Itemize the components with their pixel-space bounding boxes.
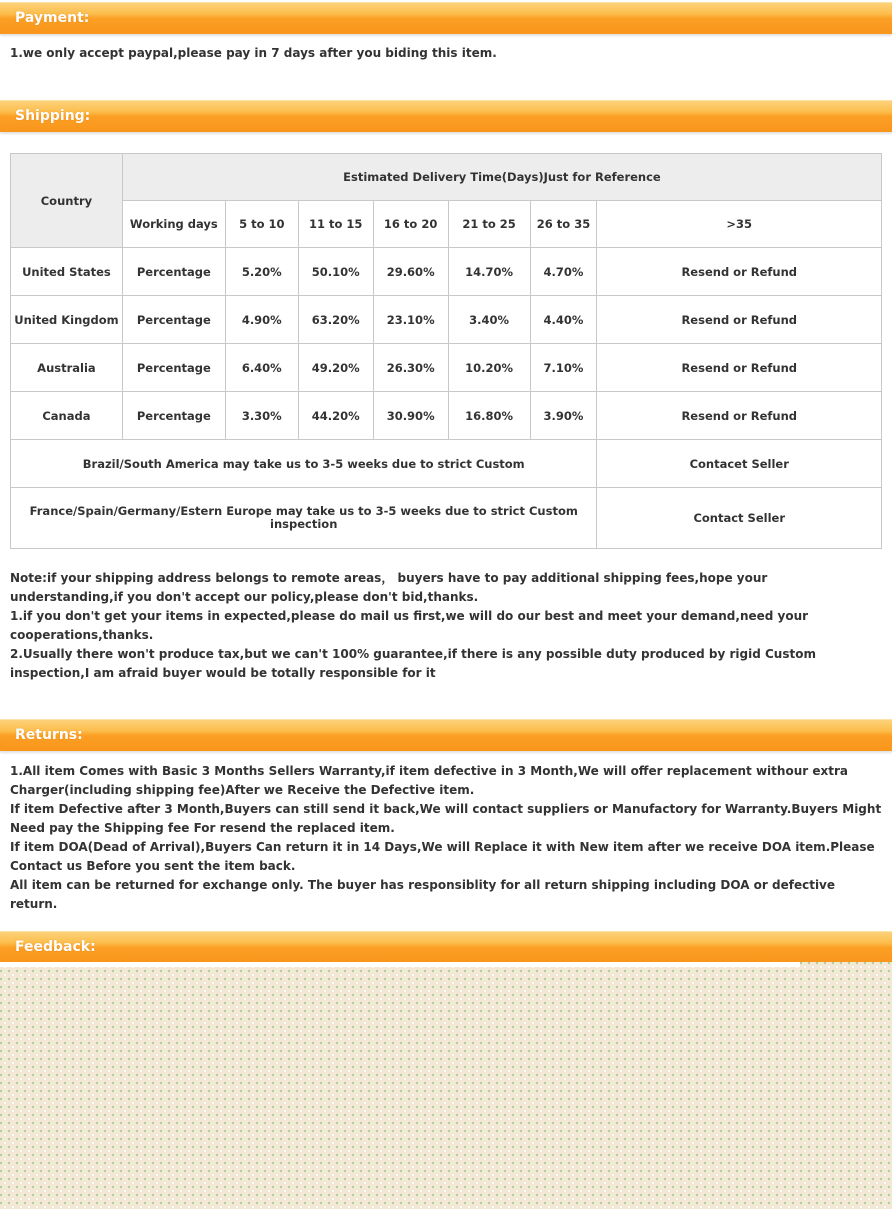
table-row: [11, 296, 882, 344]
value-cell: 49.20%: [298, 344, 373, 392]
value-cell: 4.70%: [530, 248, 597, 296]
payment-paragraph: 1.we only accept paypal,please pay in 7 days after you biding this item.: [10, 46, 497, 60]
shipping-title: Shipping:: [15, 108, 91, 124]
shipping-table: [10, 153, 882, 549]
value-cell: 26.30%: [373, 344, 448, 392]
feedback-section-header: [0, 931, 892, 963]
shipping-note: 1.if you don't get your items in expected,please do mail us first,we will do our best and meet your demand,need your cooperations,thanks.: [10, 609, 809, 642]
table-row: [11, 392, 882, 440]
payment-title: Payment:: [15, 10, 90, 26]
value-cell: 29.60%: [373, 248, 448, 296]
value-cell: 14.70%: [448, 248, 530, 296]
value-cell: 23.10%: [373, 296, 448, 344]
over35-cell: Resend or Refund: [597, 344, 882, 392]
returns-text: [10, 762, 882, 914]
returns-paragraph: All item can be returned for exchange only. The buyer has responsiblity for all return shipping including DOA or defective return.: [10, 878, 836, 911]
returns-title: Returns:: [15, 727, 83, 743]
label-cell: Percentage: [122, 392, 225, 440]
shipping-section-header: [0, 100, 892, 132]
estimate-header: Estimated Delivery Time(Days)Just for Reference: [122, 154, 881, 201]
table-note-row: [11, 440, 882, 488]
table-row: [11, 248, 882, 296]
over35-cell: Resend or Refund: [597, 296, 882, 344]
subheader-16-20: 16 to 20: [373, 201, 448, 248]
country-cell: United States: [11, 248, 123, 296]
value-cell: 4.40%: [530, 296, 597, 344]
value-cell: 5.20%: [225, 248, 298, 296]
note-cell: France/Spain/Germany/Estern Europe may take us to 3-5 weeks due to strict Custom inspection: [11, 488, 597, 549]
value-cell: 7.10%: [530, 344, 597, 392]
subheader-5-10: 5 to 10: [225, 201, 298, 248]
contact-seller-cell: Contact Seller: [597, 488, 882, 549]
subheader-26-35: 26 to 35: [530, 201, 597, 248]
value-cell: 63.20%: [298, 296, 373, 344]
value-cell: 3.30%: [225, 392, 298, 440]
note-cell: Brazil/South America may take us to 3-5 weeks due to strict Custom: [11, 440, 597, 488]
feedback-title: Feedback:: [15, 939, 96, 955]
returns-paragraph: If item DOA(Dead of Arrival),Buyers Can return it in 14 Days,We will Replace it with New item after we receive DOA item.Please Contact us Before you sent the item back.: [10, 840, 875, 873]
subheader-over-35: >35: [597, 201, 882, 248]
country-header: Country: [11, 154, 123, 248]
shipping-notes: [10, 569, 882, 683]
label-cell: Percentage: [122, 248, 225, 296]
subheader-11-15: 11 to 15: [298, 201, 373, 248]
label-cell: Percentage: [122, 296, 225, 344]
country-cell: Canada: [11, 392, 123, 440]
table-row: [11, 344, 882, 392]
returns-section-header: [0, 719, 892, 751]
value-cell: 4.90%: [225, 296, 298, 344]
country-cell: Australia: [11, 344, 123, 392]
payment-text: [10, 44, 882, 63]
contact-seller-cell: Contacet Seller: [597, 440, 882, 488]
label-cell: Percentage: [122, 344, 225, 392]
white-strip: [0, 962, 800, 967]
returns-paragraph: 1.All item Comes with Basic 3 Months Sellers Warranty,if item defective in 3 Month,We will offer replacement withour extra Charger(including shipping fee)After we Receive the Defective item.: [10, 764, 848, 797]
over35-cell: Resend or Refund: [597, 392, 882, 440]
returns-paragraph: If item Defective after 3 Month,Buyers can still send it back,We will contact suppliers or Manufactory for Warranty.Buyers Might Need pay the Shipping fee For resend the replaced item.: [10, 802, 882, 835]
country-cell: United Kingdom: [11, 296, 123, 344]
value-cell: 50.10%: [298, 248, 373, 296]
dotted-background: [0, 962, 892, 1209]
shipping-note: Note:if your shipping address belongs to remote areas， buyers have to pay additional shipping fees,hope your understanding,if you don't accept our policy,please don't bid,thanks.: [10, 571, 768, 604]
table-note-row: [11, 488, 882, 549]
over35-cell: Resend or Refund: [597, 248, 882, 296]
value-cell: 3.40%: [448, 296, 530, 344]
value-cell: 16.80%: [448, 392, 530, 440]
shipping-note: 2.Usually there won't produce tax,but we can't 100% guarantee,if there is any possible duty produced by rigid Custom inspection,I am afraid buyer would be totally responsible for it: [10, 647, 816, 680]
value-cell: 30.90%: [373, 392, 448, 440]
value-cell: 10.20%: [448, 344, 530, 392]
subheader-working-days: Working days: [122, 201, 225, 248]
value-cell: 3.90%: [530, 392, 597, 440]
value-cell: 6.40%: [225, 344, 298, 392]
payment-section-header: [0, 2, 892, 34]
value-cell: 44.20%: [298, 392, 373, 440]
subheader-21-25: 21 to 25: [448, 201, 530, 248]
